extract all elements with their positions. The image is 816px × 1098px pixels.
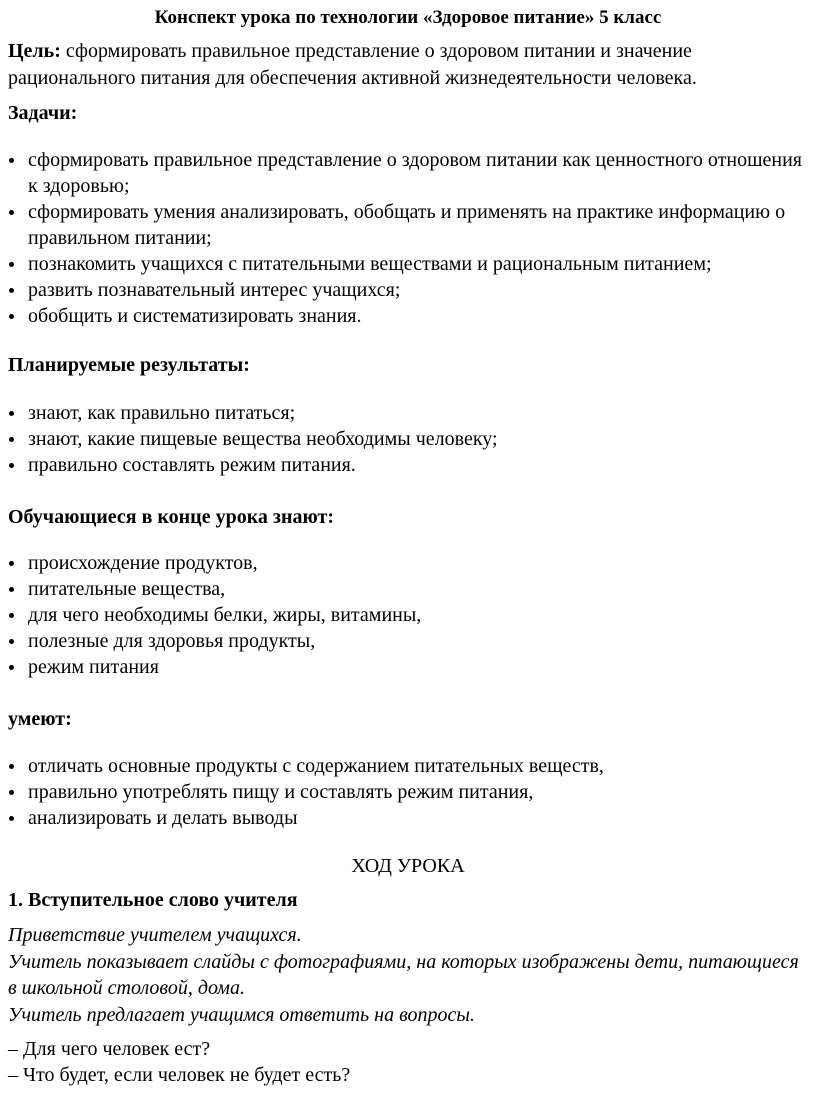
tasks-list [0,147,816,329]
list-item: сформировать правильное представление о здоровом питании как ценностного отношения к здоровью; [0,147,808,199]
italic-line: Учитель показывает слайды с фотографиями, на которых изображены дети, питающиеся в школьной столовой, дома. [8,951,799,999]
can-heading: умеют: [8,708,72,730]
know-heading: Обучающиеся в конце урока знают: [8,506,334,528]
question-line: – Для чего человек ест? [8,1038,211,1060]
list-item: развить познавательный интерес учащихся; [0,277,808,303]
document-title: Конспект урока по технологии «Здоровое питание» 5 класс [154,7,662,28]
can-list [0,753,816,831]
list-item: полезные для здоровья продукты, [0,628,808,654]
lesson-heading: ХОД УРОКА [351,855,465,877]
list-item: происхождение продуктов, [0,550,808,576]
results-heading: Планируемые результаты: [8,354,250,376]
italic-line: Приветствие учителем учащихся. [8,924,302,946]
list-item: для чего необходимы белки, жиры, витамины, [0,602,808,628]
list-item: правильно употреблять пищу и составлять режим питания, [0,779,808,805]
goal-text: сформировать правильное представление о здоровом питании и значение рационального питания для обеспечения активной жизнедеятельности человека. [8,40,697,89]
list-item: познакомить учащихся с питательными веществами и рациональным питанием; [0,251,808,277]
list-item: знают, как правильно питаться; [0,400,808,426]
italic-line: Учитель предлагает учащимся ответить на вопросы. [8,1004,475,1026]
goal-label: Цель: [8,40,61,62]
results-list [0,400,816,478]
list-item: питательные вещества, [0,576,808,602]
goal-paragraph [8,38,808,92]
tasks-heading: Задачи: [8,102,78,124]
list-item: анализировать и делать выводы [0,805,808,831]
list-item: обобщить и систематизировать знания. [0,303,808,329]
question-line: – Что будет, если человек не будет есть? [8,1064,351,1086]
know-list [0,550,816,680]
list-item: отличать основные продукты с содержанием питательных веществ, [0,753,808,779]
list-item: знают, какие пищевые вещества необходимы человеку; [0,426,808,452]
list-item: сформировать умения анализировать, обобщать и применять на практике информацию о правильном питании; [0,199,808,251]
list-item: правильно составлять режим питания. [0,452,808,478]
list-item: режим питания [0,654,808,680]
section-1-heading: 1. Вступительное слово учителя [8,889,298,911]
